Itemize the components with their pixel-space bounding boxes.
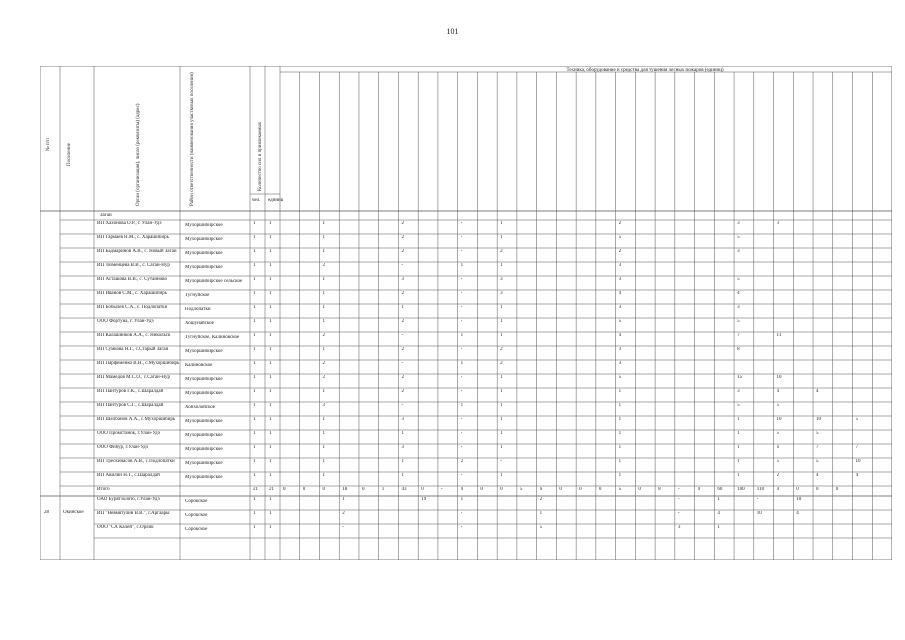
total-value: 18	[342, 487, 348, 492]
total-value: 0	[283, 487, 286, 492]
header-num: № п/п	[46, 138, 51, 151]
row-value: 2	[322, 263, 325, 268]
row-value: 19	[421, 497, 427, 502]
row-value: 1	[322, 277, 325, 282]
row-value: 4	[618, 333, 622, 338]
row-count-units: 1	[269, 319, 272, 324]
row-value: -	[460, 389, 463, 394]
row-value: 2	[460, 459, 464, 464]
row-area: Мухоршибирское сельское	[185, 279, 243, 284]
row-value: -	[460, 375, 463, 380]
equipment-table	[40, 66, 892, 560]
header-count-group: Количество сил и привлекаемых	[258, 121, 263, 191]
row-value: 1	[460, 403, 464, 408]
row-value: 1	[401, 473, 404, 478]
row-value: 1	[500, 221, 503, 226]
total-label: Итого	[97, 487, 110, 492]
row-value: 1	[460, 263, 464, 268]
row-value: 5	[618, 235, 622, 240]
row-value: 1	[322, 235, 325, 240]
row-value: 5	[816, 431, 819, 436]
row-value: -	[460, 291, 463, 296]
row-value: 4	[717, 511, 720, 516]
row-value: 10	[756, 511, 762, 516]
row-organization: ИП Трескинасов А.В., с.Подлопатки	[97, 459, 175, 464]
row-value: -	[460, 319, 463, 324]
row-value: -	[460, 431, 463, 436]
header-owner: Район ответственности (наименования участковых поселения)	[190, 72, 195, 206]
total-value: 5	[519, 487, 523, 492]
row-value: 10	[776, 375, 782, 380]
row-value: 3	[776, 221, 780, 226]
row-value: -	[756, 497, 759, 502]
row-organization: ООО "СА Калей", с.Орлик	[97, 525, 154, 530]
total-value: -	[677, 487, 680, 492]
row-value: 3	[322, 403, 325, 408]
row-value: -	[677, 511, 680, 516]
row-value: 6	[776, 445, 780, 450]
row-value: 2	[401, 319, 404, 324]
total-value: 0	[579, 487, 582, 492]
row-value: 3	[677, 525, 681, 530]
row-value: 3	[737, 249, 740, 254]
row-organization: ИП Парфёменко В.Н., с.Мухоршибирь	[97, 361, 179, 366]
total-value: 0	[697, 487, 701, 492]
row-value: -	[401, 361, 404, 366]
row-area: Калиновское	[185, 363, 213, 368]
row-value: 1	[460, 361, 464, 366]
row-value: -	[401, 263, 404, 268]
row-value: -	[460, 473, 463, 478]
row-count-units: 1	[269, 235, 272, 240]
row-count-people: 1	[253, 221, 256, 226]
row-value: 1	[460, 333, 464, 338]
row-value: 1	[500, 473, 503, 478]
row-value: 1	[322, 431, 325, 436]
row-count-units: 1	[269, 431, 272, 436]
row-value: 3	[618, 277, 622, 282]
row-value: 15	[737, 375, 743, 380]
total-value: 0	[598, 487, 602, 492]
row-value: 2	[322, 361, 325, 366]
row-value: 1	[401, 431, 404, 436]
total-value: 6	[539, 487, 543, 492]
row-count-units: 1	[269, 291, 272, 296]
header-organization: Орган (организация), число (реквизиты) (адрес)	[136, 103, 141, 206]
total-value: 1	[381, 487, 385, 492]
row-count-units: 1	[269, 445, 272, 450]
row-value: 1	[737, 459, 740, 464]
row-value: -	[460, 511, 463, 516]
row-value: -	[460, 235, 463, 240]
row-value: 11	[776, 333, 782, 338]
row-count-units: 1	[269, 361, 272, 366]
row-count-units: 1	[269, 417, 272, 422]
row-value: 7	[816, 445, 819, 450]
row-value: 3	[500, 291, 503, 296]
row-value: 5	[776, 403, 780, 408]
total-value: 0	[421, 487, 424, 492]
row-value: -	[460, 221, 463, 226]
row-value: 5	[737, 277, 740, 282]
row-area: Тугнуйское	[185, 293, 210, 298]
row-area: Тугнуйское, Калиновское	[185, 335, 240, 340]
row-value: -	[677, 497, 680, 502]
row-value: 1	[737, 417, 740, 422]
row-count-people: 1	[253, 473, 256, 478]
row-count-units: 1	[269, 473, 272, 478]
row-value: 1	[500, 235, 503, 240]
header-count-people: чел.	[252, 198, 261, 203]
row-count-units: 1	[269, 403, 272, 408]
row-organization: ИП Шелбанов А.А., с.Мухоршибирь	[97, 417, 176, 422]
row-value: 1	[322, 221, 325, 226]
row-organization: ИП Хахонова О.Р., г. Улан-Удэ	[97, 221, 162, 226]
row-value: 1	[322, 417, 325, 422]
row-organization: ИП Асташова В.В., с. Сутаиново	[97, 277, 167, 282]
row-count-people: 1	[253, 333, 256, 338]
row-area: Сорокское	[185, 527, 208, 532]
total-value: 21	[253, 487, 258, 492]
section-label: Загаи	[100, 213, 112, 218]
row-value: 4	[855, 473, 859, 478]
total-value: 5	[618, 487, 622, 492]
row-organization: ИП "Невмятулин В.В.", г.Аргаары	[97, 511, 170, 516]
row-value: 1	[500, 305, 503, 310]
row-area: Мухоршибирское	[185, 223, 223, 228]
row-value: 5	[618, 319, 622, 324]
row-value: 1	[737, 445, 740, 450]
row-organization: ИП Бадмаринов А.В., с. Новый Загаи	[97, 249, 177, 254]
row-value: 5	[539, 525, 543, 530]
row-value: 2	[500, 361, 503, 366]
row-value: 10	[776, 417, 782, 422]
row-value: 7	[737, 333, 740, 338]
header-settlement: Поселение	[67, 142, 72, 166]
row-area: Сорокское	[185, 499, 208, 504]
total-value: 0	[816, 487, 819, 492]
row-organization: ИП Иванов С.М., с. Харашибирь	[97, 291, 167, 296]
row-area: Хошунайское	[185, 321, 214, 326]
total-value: 8	[658, 487, 661, 492]
row-organization: ООО Фибур, г.Улан-Удэ	[97, 445, 148, 450]
row-value: 2	[500, 347, 503, 352]
row-value: 4	[737, 291, 740, 296]
row-value: 1	[618, 445, 622, 450]
row-value: 1	[322, 473, 325, 478]
row-count-people: 1	[253, 319, 256, 324]
row-count-people: 1	[253, 417, 256, 422]
row-value: 3	[401, 417, 404, 422]
row-value: 1	[618, 389, 622, 394]
row-value: 5	[618, 375, 622, 380]
row-area: Мухоршибирское	[185, 391, 223, 396]
row-value: 1	[618, 459, 622, 464]
row-value: 1	[717, 525, 720, 530]
row-value: 1	[401, 305, 404, 310]
row-count-people: 1	[253, 375, 256, 380]
row-value: 4	[796, 511, 799, 516]
row-count-units: 1	[269, 389, 272, 394]
row-value: 1	[500, 263, 503, 268]
page-number: 101	[446, 27, 459, 36]
row-value: 2	[322, 375, 325, 380]
row-value: 7	[855, 445, 859, 450]
row-count-people: 1	[253, 497, 256, 502]
table-lines	[40, 66, 892, 560]
row-organization: ООО Фортуна, г. Улан-Удэ	[97, 319, 154, 324]
row-area: Подлопатки	[185, 307, 211, 312]
row-value: 1	[500, 403, 503, 408]
row-value: 1	[401, 459, 404, 464]
total-value: 110	[756, 487, 765, 492]
row-area: Мухоршибирское	[185, 419, 223, 424]
row-value: 1	[342, 497, 345, 502]
row-count-units: 1	[269, 525, 272, 530]
row-value: 5	[816, 459, 819, 464]
row-count-people: 1	[253, 361, 256, 366]
header-count-units: единиц	[268, 198, 284, 203]
row-count-people: 1	[253, 305, 256, 310]
row-count-people: 1	[253, 389, 256, 394]
row-value: 1	[500, 333, 503, 338]
row-value: 3	[500, 277, 503, 282]
row-count-people: 1	[253, 459, 256, 464]
row-count-units: 1	[269, 497, 272, 502]
total-value: 0	[835, 487, 839, 492]
row-area: Мухоршибирское	[185, 349, 223, 354]
row-count-units: 1	[269, 511, 272, 516]
row-value: 5	[737, 235, 740, 240]
row-area: Мухоршибирское	[185, 251, 223, 256]
row-value: 2	[401, 347, 404, 352]
row-value: 2	[401, 389, 404, 394]
total-value: 43	[401, 487, 407, 492]
row-organization: ИП Пантуров Г.К., с.Шаралдай	[97, 389, 164, 394]
row-value: 2	[500, 249, 503, 254]
row-value: 1	[500, 319, 503, 324]
bottom-settlement: Окинское	[63, 510, 84, 515]
row-area: Мухоршибирское	[185, 377, 223, 382]
row-value: -	[460, 347, 463, 352]
total-value: 0	[776, 487, 780, 492]
row-count-units: 1	[269, 305, 272, 310]
row-value: 5	[776, 431, 780, 436]
row-value: 4	[776, 389, 780, 394]
total-value: 0	[302, 487, 306, 492]
row-value: 1	[539, 511, 543, 516]
row-value: 1	[322, 305, 325, 310]
total-value: 0	[480, 487, 483, 492]
row-value: 2	[401, 249, 404, 254]
row-value: 2	[618, 249, 622, 254]
row-value: -	[460, 417, 463, 422]
total-value: -	[440, 487, 443, 492]
row-count-people: 1	[253, 403, 256, 408]
row-organization: ИП Калашников А.А., с. Никольск	[97, 333, 171, 338]
row-value: 8	[737, 347, 740, 352]
row-value: 1	[322, 445, 325, 450]
row-count-people: 1	[253, 525, 256, 530]
row-organization: ООО Промстанок, г.Улан-Удэ	[97, 431, 160, 436]
row-value: 1	[717, 497, 720, 502]
row-count-units: 1	[269, 375, 272, 380]
total-value: 60	[717, 487, 723, 492]
row-value: 5	[737, 403, 740, 408]
row-area: Мухоршибирское	[185, 237, 223, 242]
total-value: 0	[796, 487, 799, 492]
row-organization: ИП Мамедов М.С.О., с.Саган-Нур	[97, 375, 170, 380]
total-value: 0	[638, 487, 641, 492]
row-count-units: 1	[269, 277, 272, 282]
row-organization: ИП Пантуров С.Г., с.Шаралдай	[97, 403, 164, 408]
row-value: 10	[796, 497, 802, 502]
table-grid	[40, 66, 892, 560]
row-area: Мухоршибирское	[185, 433, 223, 438]
row-value: 1	[322, 249, 325, 254]
row-area: Хонхолойское	[185, 405, 216, 410]
row-value: 1	[322, 319, 325, 324]
row-value: -	[460, 305, 463, 310]
row-value: 1	[500, 375, 503, 380]
row-value: 4	[618, 291, 622, 296]
row-value: 1	[500, 389, 503, 394]
row-value: 2	[401, 235, 404, 240]
row-value: -	[460, 277, 463, 282]
row-area: Мухоршибирское	[185, 265, 223, 270]
row-area: Мухоршибирское	[185, 475, 223, 480]
row-count-people: 1	[253, 249, 256, 254]
row-value: 10	[816, 417, 822, 422]
row-value: 4	[816, 389, 819, 394]
row-count-units: 1	[269, 333, 272, 338]
row-count-units: 1	[269, 347, 272, 352]
row-value: 1	[737, 473, 740, 478]
row-value: 1	[460, 497, 464, 502]
row-value: 1	[322, 389, 325, 394]
row-count-people: 1	[253, 347, 256, 352]
row-value: 3	[618, 263, 622, 268]
total-value: 21	[269, 487, 274, 492]
total-value: 100	[737, 487, 745, 492]
row-value: 1	[500, 431, 503, 436]
row-organization: ИП Гармаев Н.М., с. Харашибирь	[97, 235, 169, 240]
row-value: 1	[322, 459, 325, 464]
row-value: 3	[618, 305, 622, 310]
row-value: 1	[500, 445, 503, 450]
row-count-people: 1	[253, 445, 256, 450]
row-value: 3	[737, 389, 740, 394]
bottom-num: 28	[44, 510, 49, 515]
row-value: 2	[342, 511, 345, 516]
row-value: 1	[737, 431, 740, 436]
row-value: 2	[618, 221, 622, 226]
total-value: 0	[322, 487, 325, 492]
row-value: 1	[500, 417, 503, 422]
row-value: -	[401, 403, 404, 408]
row-count-units: 1	[269, 459, 272, 464]
row-value: 1	[322, 291, 325, 296]
row-value: 1	[618, 403, 622, 408]
row-organization: ИП Авилин Н.Т., с.Шаралдай	[97, 473, 160, 478]
row-value: 1	[618, 431, 622, 436]
row-value: 3	[401, 445, 404, 450]
row-value: 1	[618, 473, 622, 478]
row-count-people: 1	[253, 235, 256, 240]
total-value: 0	[361, 487, 365, 492]
row-organization: ИП Бобылёв С.А., с. Подлопатки	[97, 305, 168, 310]
row-value: 2	[401, 375, 404, 380]
row-value: 5	[737, 319, 740, 324]
row-value: -	[460, 445, 463, 450]
row-count-units: 1	[269, 249, 272, 254]
row-value: 2	[776, 473, 780, 478]
row-area: Мухоршибирское	[185, 461, 223, 466]
row-organization: ИП Тюменцева В.В., с. Саган-Нур	[97, 263, 170, 268]
row-value: 10	[855, 459, 861, 464]
row-value: -	[401, 333, 404, 338]
row-value: 3	[737, 221, 740, 226]
row-value: 5	[776, 459, 780, 464]
row-value: 1	[322, 347, 325, 352]
row-organization: ОАО Бурятзолото, г.Улан-Удэ	[97, 497, 160, 502]
row-count-people: 1	[253, 431, 256, 436]
row-count-units: 1	[269, 221, 272, 226]
row-count-people: 1	[253, 277, 256, 282]
row-area: Мухоршибирское	[185, 447, 223, 452]
row-value: 5	[855, 417, 859, 422]
row-count-units: 1	[269, 263, 272, 268]
row-value: 1	[618, 417, 622, 422]
row-value: 4	[816, 473, 819, 478]
header-equipment-group: Техника, оборудование и средства для тушения лесных пожаров (единиц)	[566, 68, 724, 73]
row-value: 2	[401, 221, 404, 226]
row-value: 3	[401, 277, 404, 282]
row-value: 2	[322, 333, 325, 338]
row-count-people: 1	[253, 511, 256, 516]
row-value: 3	[618, 361, 622, 366]
total-value: 0	[500, 487, 503, 492]
row-count-people: 1	[253, 263, 256, 268]
row-value: -	[460, 525, 463, 530]
total-value: 0	[460, 487, 464, 492]
row-value: -	[342, 525, 344, 530]
row-value: 3	[737, 305, 740, 310]
row-value: 2	[401, 291, 404, 296]
total-value: 0	[559, 487, 562, 492]
row-value: 2	[539, 497, 543, 502]
row-value: 3	[618, 347, 622, 352]
row-value: -	[460, 249, 463, 254]
row-organization: ИП Сумкова Н.Г., с.Старый Загаи	[97, 347, 169, 352]
row-area: Сорокское	[185, 513, 208, 518]
row-value: -	[500, 459, 502, 464]
row-count-people: 1	[253, 291, 256, 296]
